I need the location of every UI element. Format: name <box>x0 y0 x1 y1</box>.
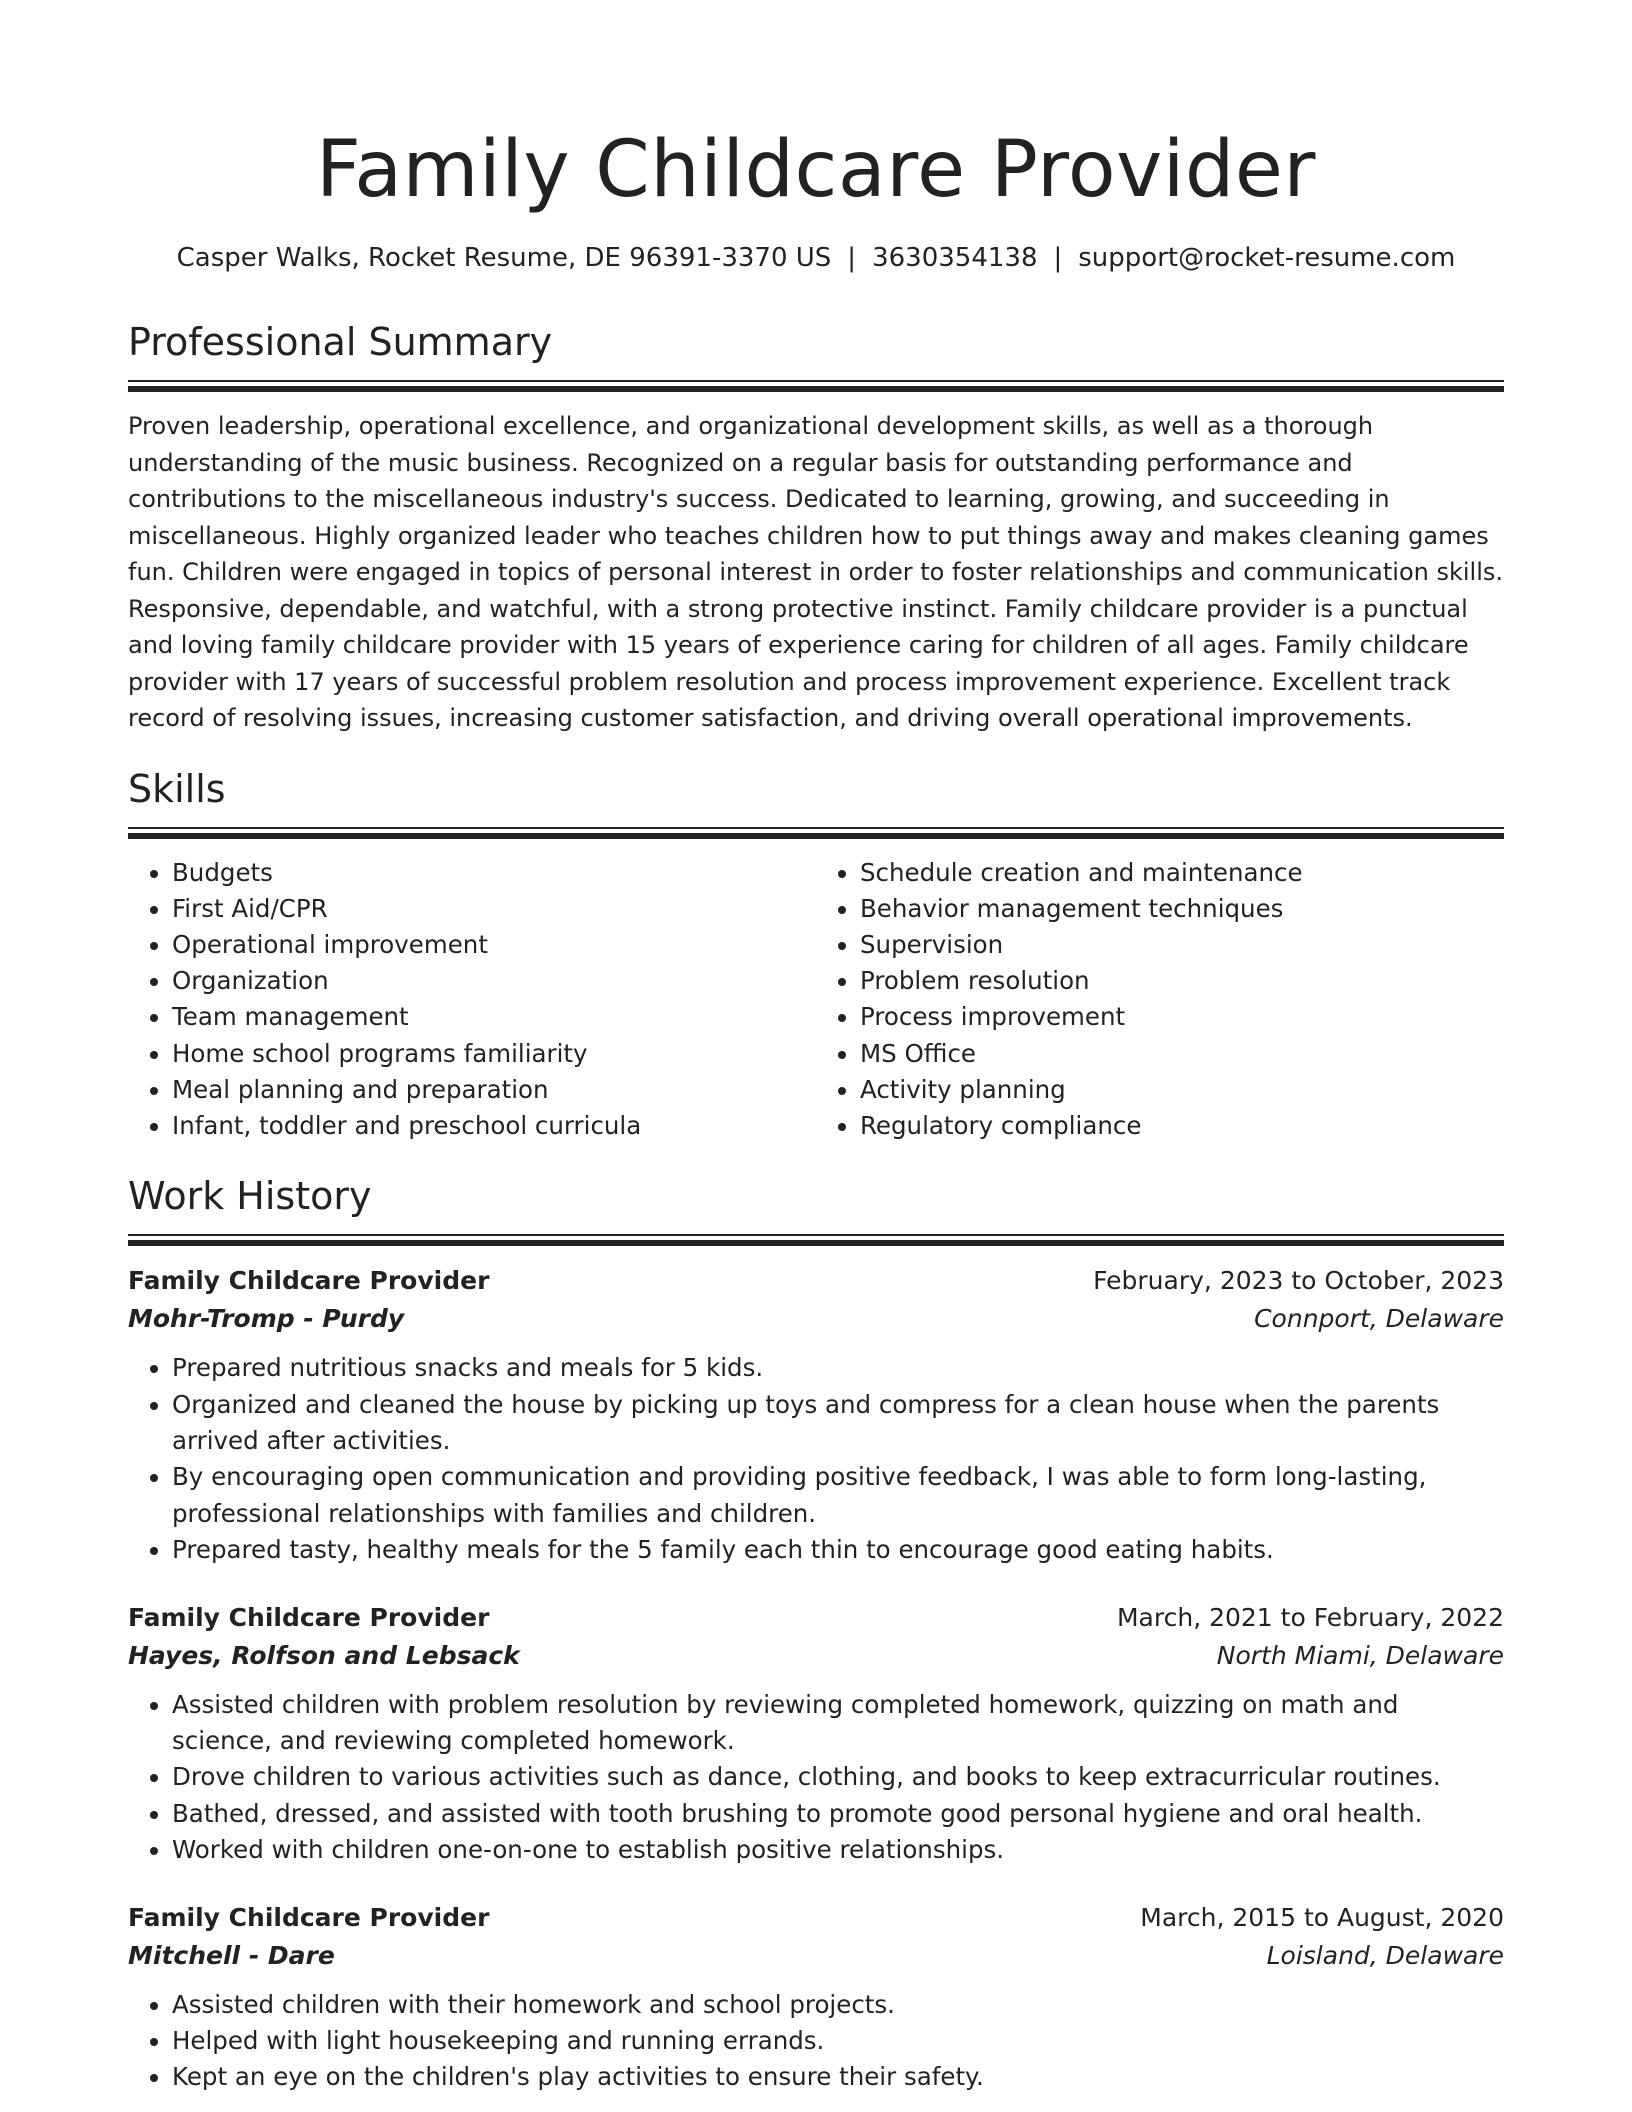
contact-email: support@rocket-resume.com <box>1078 243 1456 273</box>
skill-item: • Budgets <box>172 855 816 891</box>
job-company: Mitchell - Dare <box>128 1940 335 1970</box>
job-duty: • Assisted children with problem resolution by reviewing completed homework, quizzing on math and science, and reviewing completed homework. <box>172 1687 1504 1760</box>
job-duty: • Kept an eye on the children's play activities to ensure their safety. <box>172 2059 1504 2095</box>
job-company: Hayes, Rolfson and Lebsack <box>128 1640 520 1670</box>
skills-heading: Skills <box>128 766 226 811</box>
job-duty: • Bathed, dressed, and assisted with tooth brushing to promote good personal hygiene and oral health. <box>172 1796 1504 1832</box>
job-duty: • Assisted children with their homework and school projects. <box>172 1987 1504 2023</box>
job-duties <box>128 1687 1504 1869</box>
job-duty: • Helped with light housekeeping and running errands. <box>172 2023 1504 2059</box>
section-divider <box>128 827 1504 839</box>
skill-item: • MS Office <box>860 1036 1504 1072</box>
skill-item: • Activity planning <box>860 1072 1504 1108</box>
job-duty: • Prepared nutritious snacks and meals for 5 kids. <box>172 1350 1504 1386</box>
skill-item: • Schedule creation and maintenance <box>860 855 1504 891</box>
job-company-row <box>128 1937 1504 1975</box>
job-duty: • Drove children to various activities such as dance, clothing, and books to keep extracurricular routines. <box>172 1759 1504 1795</box>
skill-item: • Team management <box>172 999 816 1035</box>
skill-item: • Process improvement <box>860 999 1504 1035</box>
work-history-heading: Work History <box>128 1174 372 1219</box>
skill-item: • Regulatory compliance <box>860 1108 1504 1144</box>
skill-item: • Behavior management techniques <box>860 891 1504 927</box>
candidate-name: Family Childcare Provider <box>316 125 1316 215</box>
summary-section <box>128 318 1504 737</box>
job-company: Mohr-Tromp - Purdy <box>128 1304 405 1334</box>
job-duty: • By encouraging open communication and providing positive feedback, I was able to form long-lasting, professional relationships with families and children. <box>172 1459 1504 1532</box>
job-entry <box>128 1599 1504 1869</box>
job-duty: • Organized and cleaned the house by picking up toys and compress for a clean house when the parents arrived after activities. <box>172 1387 1504 1460</box>
skill-item: • Supervision <box>860 927 1504 963</box>
job-duty: • Worked with children one-on-one to establish positive relationships. <box>172 1832 1504 1868</box>
job-dates: March, 2021 to February, 2022 <box>1116 1602 1504 1632</box>
job-title: Family Childcare Provider <box>128 1902 490 1932</box>
contact-address: Casper Walks, Rocket Resume, DE 96391-3370 US <box>176 243 832 273</box>
skills-columns <box>128 855 1504 1145</box>
job-title: Family Childcare Provider <box>128 1602 490 1632</box>
contact-phone: 3630354138 <box>872 243 1038 273</box>
job-company-row <box>128 1637 1504 1675</box>
job-header-row <box>128 1599 1504 1637</box>
job-duty: • Prepared tasty, healthy meals for the 5 family each thin to encourage good eating habits. <box>172 1532 1504 1568</box>
job-duties <box>128 1350 1504 1568</box>
skills-section <box>128 765 1504 1145</box>
skill-item: • Organization <box>172 963 816 999</box>
contact-separator: | <box>847 243 857 273</box>
job-header-row <box>128 1262 1504 1300</box>
job-company-row <box>128 1300 1504 1338</box>
job-entry <box>128 1899 1504 2096</box>
job-title: Family Childcare Provider <box>128 1266 490 1296</box>
job-location: North Miami, Delaware <box>1216 1640 1504 1670</box>
job-duties <box>128 1987 1504 2096</box>
job-entry <box>128 1262 1504 1568</box>
skill-item: • Home school programs familiarity <box>172 1036 816 1072</box>
skill-item: • Infant, toddler and preschool curricula <box>172 1108 816 1144</box>
job-location: Loisland, Delaware <box>1266 1940 1504 1970</box>
job-dates: March, 2015 to August, 2020 <box>1140 1902 1504 1932</box>
section-divider <box>128 1234 1504 1246</box>
skill-item: • Problem resolution <box>860 963 1504 999</box>
skills-list-right <box>816 855 1504 1145</box>
skills-list-left <box>128 855 816 1145</box>
job-location: Connport, Delaware <box>1254 1304 1504 1334</box>
skill-item: • First Aid/CPR <box>172 891 816 927</box>
summary-heading: Professional Summary <box>128 320 553 364</box>
job-header-row <box>128 1899 1504 1937</box>
skill-item: • Operational improvement <box>172 927 816 963</box>
skill-item: • Meal planning and preparation <box>172 1072 816 1108</box>
section-divider <box>128 380 1504 392</box>
work-history-section <box>128 1172 1504 2096</box>
contact-separator: | <box>1053 243 1063 273</box>
summary-text: Proven leadership, operational excellence, and organizational development skills, as well as a thorough understanding of the music business. Recognized on a regular basis for outstanding performance and contributions to the miscellaneous industry's success. Dedicated to learning, growing, and succeeding in miscellaneous. Highly organized leader who teaches children how to put things away and makes cleaning games fun. Children were engaged in topics of personal interest in order to foster relationships and communication skills. Responsive, dependable, and watchful, with a strong protective instinct. Family childcare provider is a punctual and loving family childcare provider with 15 years of experience caring for children of all ages. Family childcare provider with 17 years of successful problem resolution and process improvement experience. Excellent track record of resolving issues, increasing customer satisfaction, and driving overall operational improvements. <box>128 412 1504 732</box>
contact-line <box>128 240 1504 276</box>
job-dates: February, 2023 to October, 2023 <box>1093 1266 1504 1296</box>
